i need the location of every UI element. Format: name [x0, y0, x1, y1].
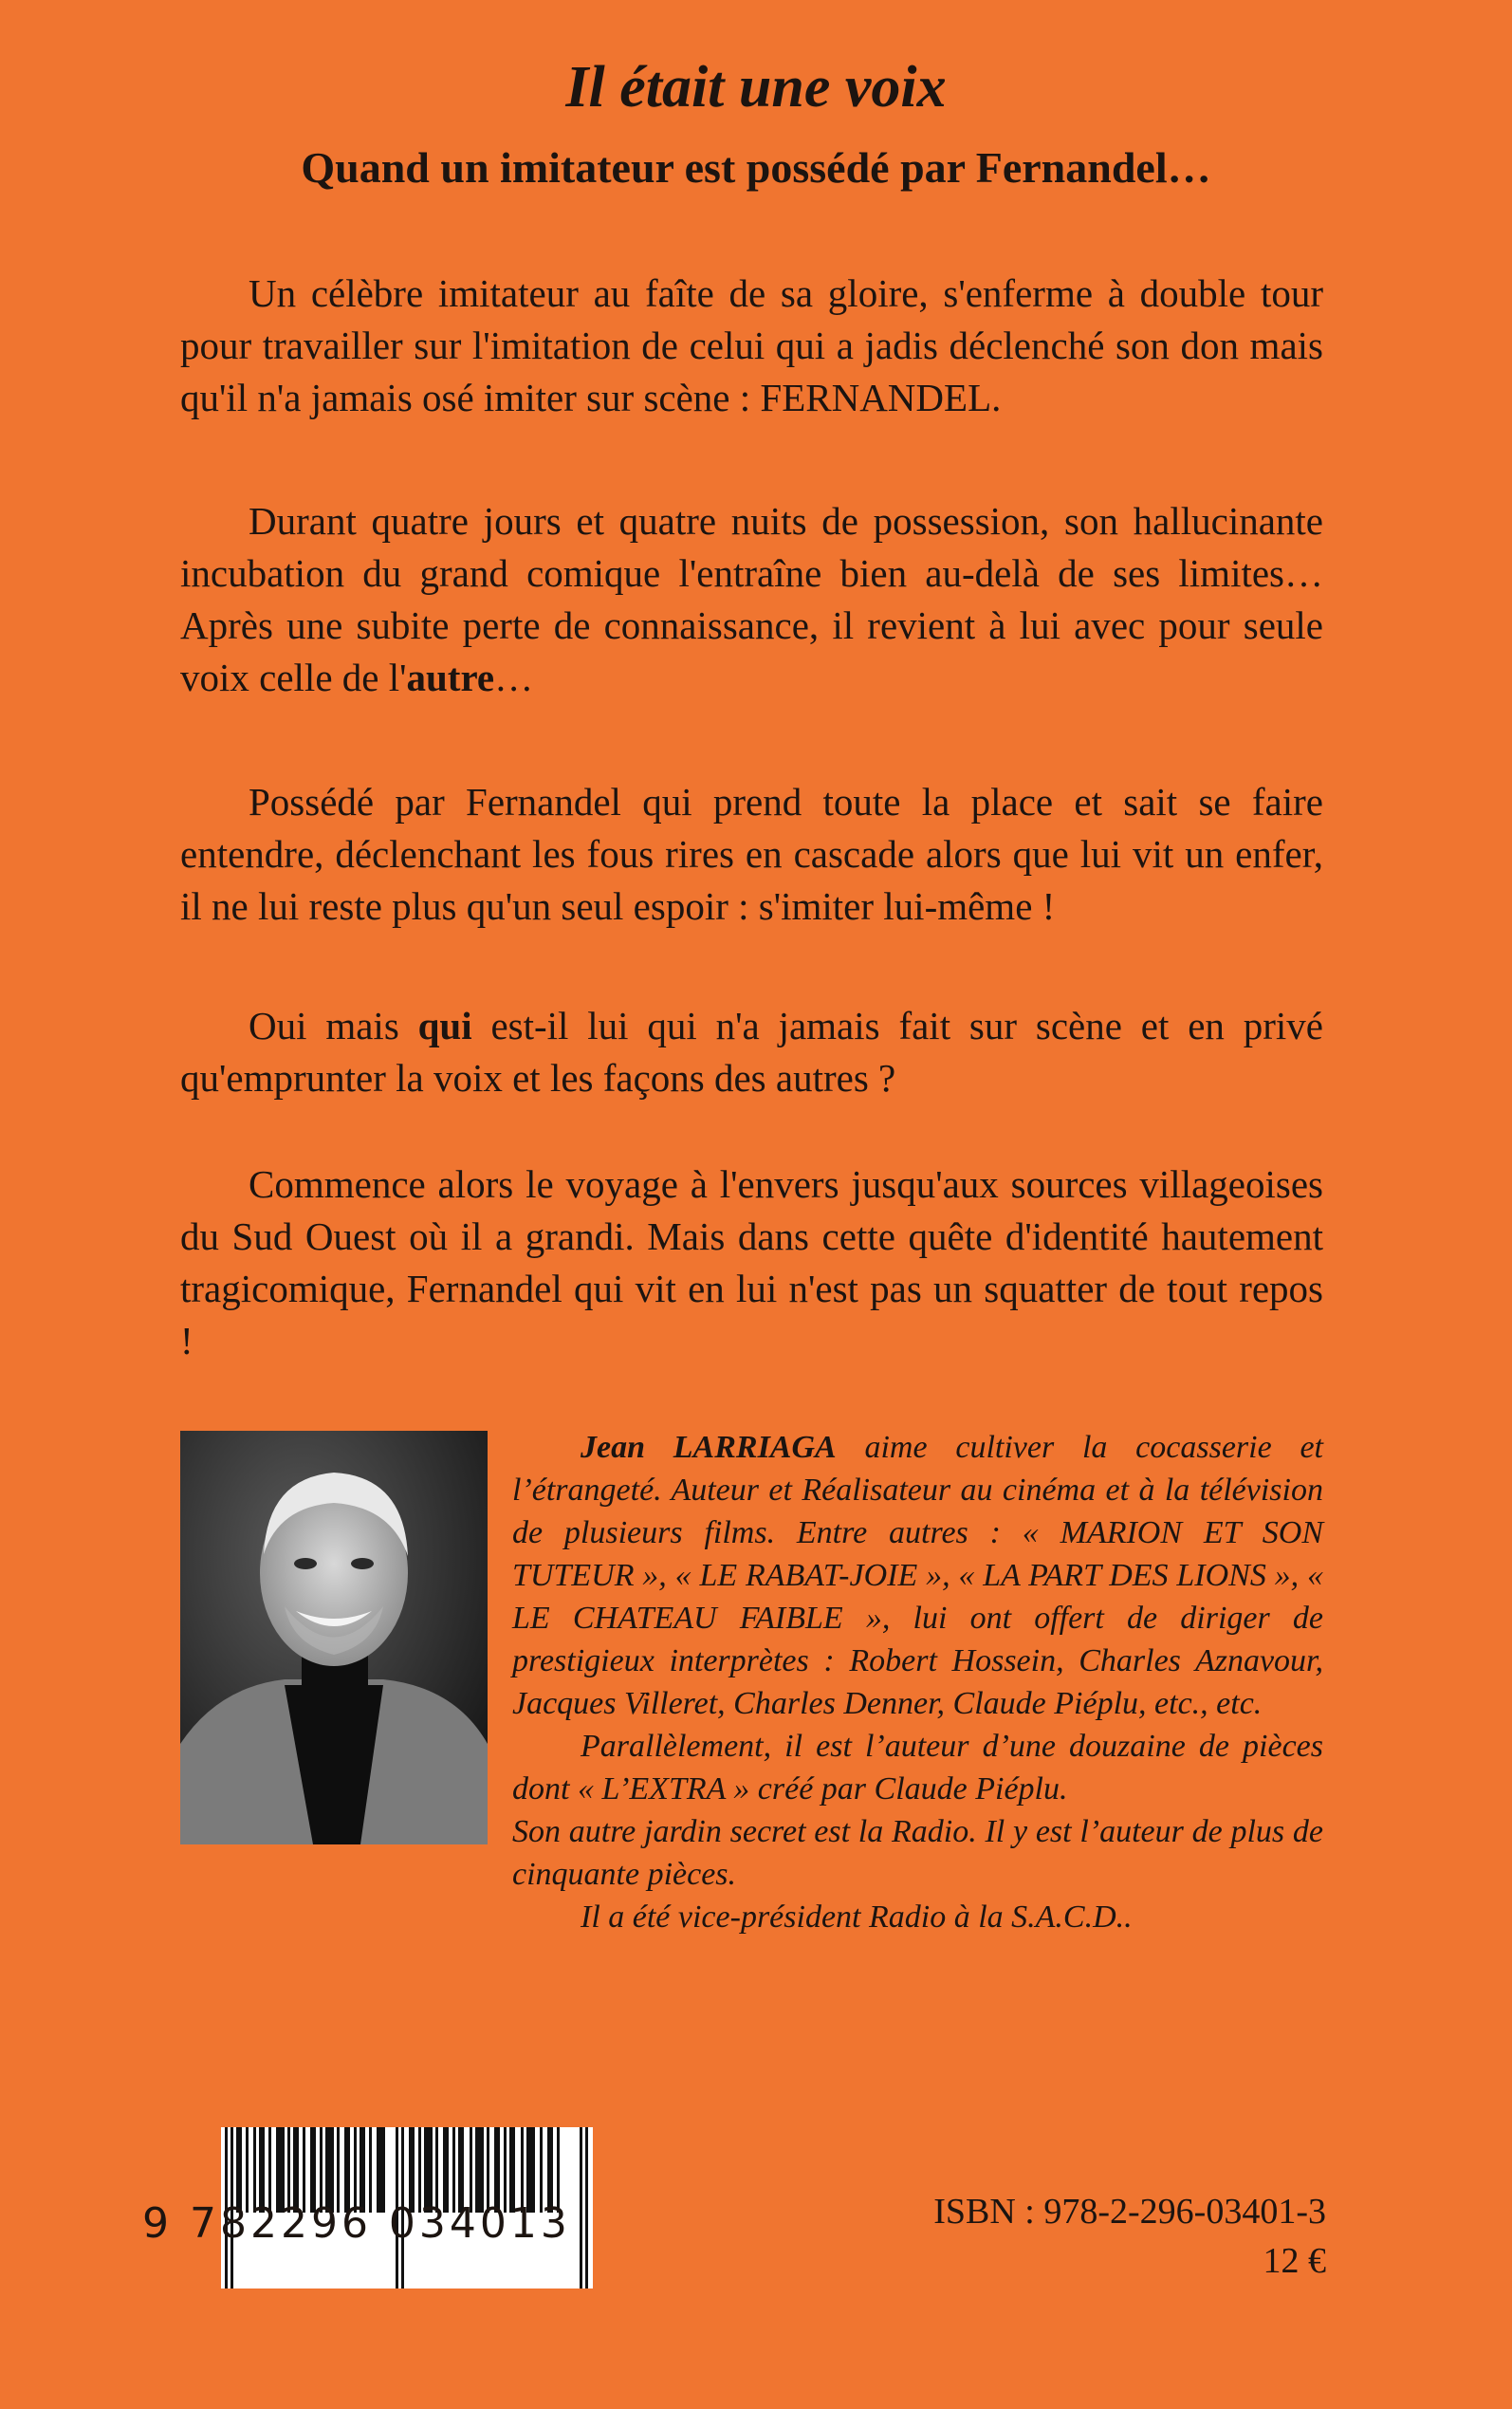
bio-text-1: aime cultiver la cocasserie et l’étrangeté. Auteur et Réalisateur au cinéma et à la télévision de plusieurs films. Entre autres : « MARION ET SON TUTEUR », « LE RABAT-JOIE », « LA PART DES LIONS », « LE CHATEAU FAIBLE », lui ont offert de diriger de prestigieux interprètes : Robert Hossein, Charles Aznavour, Jacques Villeret, Charles Denner, Claude Piéplu, etc., etc. [512, 1430, 1323, 1721]
synopsis-text-2b: … [494, 656, 534, 699]
author-name: Jean LARRIAGA [581, 1430, 837, 1465]
author-biography [180, 1426, 1323, 1938]
photo-spacer [180, 1426, 512, 1910]
synopsis-text-2a: Durant quatre jours et quatre nuits de possession, son hallucinante incubation du grand comique l'entraîne bien au-delà de ses limites… Après une subite perte de connaissance, il revient à lui avec pour seule voix celle de l' [180, 499, 1323, 699]
isbn: ISBN : 978-2-296-03401-3 [933, 2192, 1326, 2232]
synopsis-paragraph-3 [180, 776, 1323, 933]
book-title: Il était une voix [565, 55, 947, 120]
synopsis-text-3: Possédé par Fernandel qui prend toute la place et sait se faire entendre, déclenchant les fous rires en cascade alors que lui vit un enfer, il ne lui reste plus qu'un seul espoir : s'imiter lui-même ! [180, 780, 1323, 928]
price: 12 € [1263, 2241, 1326, 2281]
synopsis-text-1: Un célèbre imitateur au faîte de sa gloire, s'enferme à double tour pour travailler sur l'imitation de celui qui a jadis déclenché son don mais qu'il n'a jamais osé imiter sur scène : FERNANDEL. [180, 271, 1323, 419]
book-subtitle: Quand un imitateur est possédé par Fernandel… [301, 143, 1211, 192]
bio-text-4: Il a été vice-président Radio à la S.A.C.D.. [581, 1899, 1133, 1935]
synopsis-paragraph-1 [180, 268, 1323, 424]
synopsis-paragraph-2 [180, 495, 1323, 704]
emphasis-qui: qui [417, 1004, 472, 1047]
bio-text-3: Son autre jardin secret est la Radio. Il y est l’auteur de plus de cinquante pièces. [512, 1814, 1323, 1892]
synopsis-text-4b: est-il lui qui n'a jamais fait sur scène et en privé qu'emprunter la voix et les façons des autres ? [180, 1004, 1323, 1100]
barcode-number: 9 782296 034013 [142, 2199, 571, 2248]
emphasis-autre: autre [406, 656, 495, 699]
synopsis-text-4a: Oui mais [249, 1004, 418, 1047]
bio-text-2: Parallèlement, il est l’auteur d’une douzaine de pièces dont « L’EXTRA » créé par Claude Piéplu. [512, 1729, 1323, 1807]
synopsis-text-5: Commence alors le voyage à l'envers jusqu'aux sources villageoises du Sud Ouest où il a grandi. Mais dans cette quête d'identité hautement tragicomique, Fernandel qui vit en lui n'est pas un squatter de tout repos ! [180, 1162, 1323, 1362]
synopsis-paragraph-4 [180, 1000, 1323, 1104]
synopsis-paragraph-5 [180, 1158, 1323, 1367]
